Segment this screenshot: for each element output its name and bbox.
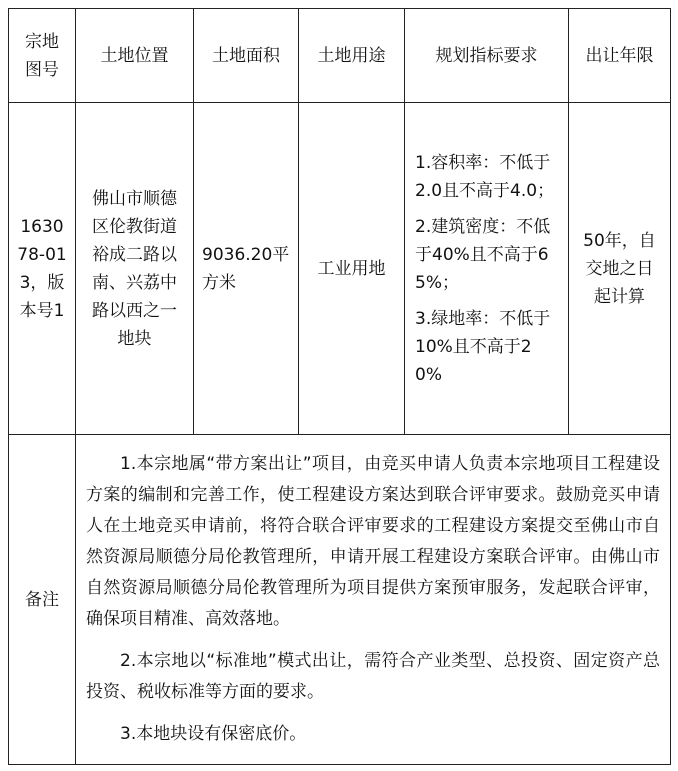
remarks-label-cell: 备注 xyxy=(9,435,76,765)
remark-paragraph-3: 3.本地块设有保密底价。 xyxy=(120,724,307,744)
header-term: 出让年限 xyxy=(569,9,671,103)
location-cell: 佛山市顺德区伦教街道裕成二路以南、兴荔中路以西之一地块 xyxy=(76,103,194,435)
header-row xyxy=(9,9,671,103)
remarks-row xyxy=(9,435,671,765)
land-parcel-table xyxy=(8,8,671,765)
area-cell: 9036.20平方米 xyxy=(194,103,299,435)
header-usage: 土地用途 xyxy=(299,9,405,103)
planning-requirements-cell xyxy=(405,103,569,435)
header-location: 土地位置 xyxy=(76,9,194,103)
parcel-data-row xyxy=(9,103,671,435)
remark-paragraph-1: 1.本宗地属“带方案出让”项目，由竞买申请人负责本宗地项目工程建设方案的编制和完善工作，使工程建设方案达到联合评审要求。鼓励竞买申请人在土地竞买申请前，将符合联合评审要求的工程建设方案提交至佛山市自然资源局顺德分局伦教管理所，申请开展工程建设方案联合评审。由佛山市自然资源局顺德分局伦教管理所为项目提供方案预审服务，发起联合评审，确保项目精准、高效落地。 xyxy=(86,454,660,629)
term-cell: 50年，自交地之日起计算 xyxy=(569,103,671,435)
parcel-no-cell: 163078-013，版本号1 xyxy=(9,103,76,435)
header-planning: 规划指标要求 xyxy=(405,9,569,103)
usage-cell: 工业用地 xyxy=(299,103,405,435)
remark-paragraph-2: 2.本宗地以“标准地”模式出让，需符合产业类型、总投资、固定资产总投资、税收标准等方面的要求。 xyxy=(86,651,660,702)
planning-item-floor-area-ratio: 1.容积率：不低于2.0且不高于4.0； xyxy=(415,152,555,201)
remarks-content-cell xyxy=(76,435,671,765)
planning-item-building-density: 2.建筑密度：不低于40%且不高于65%； xyxy=(415,216,551,293)
planning-item-green-ratio: 3.绿地率：不低于10%且不高于20% xyxy=(415,308,551,385)
header-area: 土地面积 xyxy=(194,9,299,103)
header-parcel-no: 宗地图号 xyxy=(9,9,76,103)
